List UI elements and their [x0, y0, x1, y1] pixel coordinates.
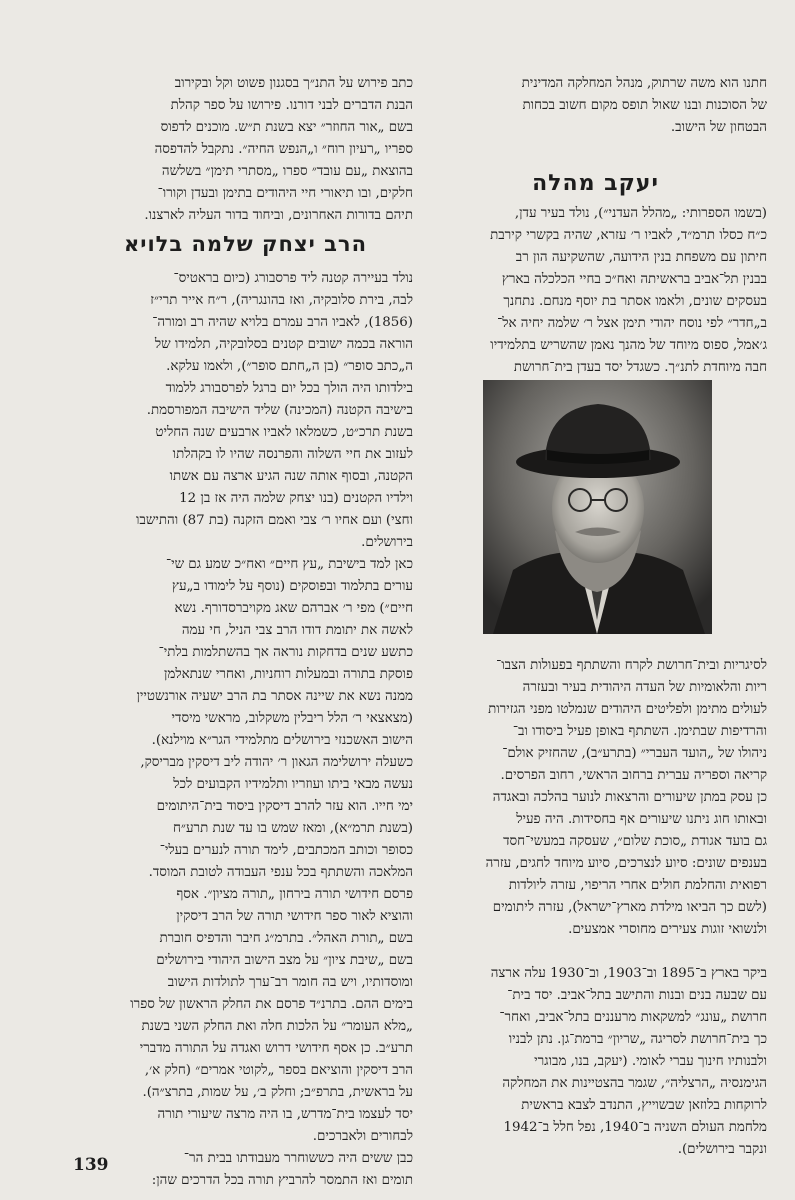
- text-line: בשם „תורת האהל״. בתרמ״ג חיבר והדפיס חוברת: [159, 931, 413, 946]
- text-line: הבנת הדברים לבני דורנו. פירושו על ספר קהלת: [170, 98, 413, 113]
- text-line: ריות והלאומיות של העדה היהודית בעיר ובעזרה: [522, 680, 767, 695]
- right-column-intro: [424, 73, 767, 139]
- right-column-bio: [424, 203, 767, 379]
- text-line: פרסם חידושי תורה בירחון „תורה מציון״. אסף: [176, 887, 413, 902]
- text-line: לרוקחות בלוזאן שבשוייץ, התנדב לצבא בראשית: [521, 1098, 767, 1113]
- text-line: כשעלה ירושלימה הגאון ר׳ יהודה ליב דיסקין מבריסק,: [140, 755, 413, 770]
- text-line: תיהם בדורות האחרונים, וביחוד בדור העליה לארצנו.: [144, 208, 413, 223]
- text-line: הישוב האשכנזי בירושלים מתלמידי הגר״א מוילנא).: [151, 733, 413, 748]
- text-line: (לשם כך הביאו מילדת מארץ־ישראל), עזרה ליתומים: [492, 900, 767, 915]
- text-line: הקטנה, ובסוף אותה שנה הגיע ארצה עם אשתו: [169, 469, 413, 484]
- text-line: חיתון עם משפחת בנין הידועה, שהשקיעה הון רב: [515, 250, 767, 265]
- text-line: חלקים, ובו תיאורי חיי היהודים בתימן ובעדן וקורו־: [157, 186, 413, 201]
- text-line: חתנו הוא משה שרתוק, מנהל המחלקה המדינית: [521, 76, 767, 91]
- text-line: בענפים שונים: סיוע לנצרכים, סיוע מיוחד לחגים, עזרה: [485, 856, 767, 871]
- text-line: ג׳אמל, ספוס מיוחד של מהנך נאמן שהשריש בתלמידיו: [490, 338, 767, 353]
- text-line: לבחורים ולאברכים.: [312, 1129, 413, 1144]
- text-line: מלחמת העולם השניה ב־1940, נפל חלל ב־1942: [503, 1120, 767, 1135]
- text-line: לסיגריות ובית־חרושת לקרח והשתתף בפעולות הצבו־: [496, 658, 767, 673]
- text-line: „מלא העומר״ על הלכות חלה ואת החלק השני בשנת: [141, 1019, 413, 1034]
- text-line: חיים״) מפי ר׳ אברהם שאג מקויברסדורף. נשא: [174, 601, 413, 616]
- text-line: וילדיו הקטנים (בנו יצחק שלמה היה אז בן 12: [179, 491, 413, 506]
- text-line: פוסקת בתורה ובמעלות רוחניות, ואחרי שנתאלמן: [163, 667, 413, 682]
- text-line: לעזוב את חיי השלוה והפרנסה שהיו לו בקהלתו: [172, 447, 413, 462]
- text-line: בילדותו היה הולך בכל יום ברגל לפרסבורג ללמוד: [165, 381, 413, 396]
- text-line: לעולים מתימן ולפליטים היהודים שנמלטו מפני הגזירות: [488, 702, 767, 717]
- text-line: בעסקים שונים, ולאמו אסתר בת יוסף מנחם. נתחנך: [503, 294, 767, 309]
- text-line: תומים ואז התמסר להרביץ תורה בכל הדרכים שהן:: [151, 1173, 413, 1188]
- text-line: ולנשואי זוגות צעירים מחוסרי אמצעים.: [568, 922, 767, 937]
- text-line: כבן ששים היה כששוחרר מעבודתו בבית הר־: [183, 1151, 413, 1166]
- text-line: ימי חייו. הוא עזר להרב דיסקין ביסוד בית־היתומים: [156, 799, 413, 814]
- text-line: של הסוכנות ובנו שאול תופס מקום חשוב בכחות: [522, 98, 767, 113]
- text-line: הוראה בכמה ישובים קטנים בסלובקיה, תלמידו של: [154, 337, 413, 352]
- text-line: ב„חדר״ לפי נוסח יהודי תימן אצל ר׳ שלמה יחיה אל־: [497, 316, 767, 331]
- text-line: יסד לעצמו בית־מדרש, בו היה מרצה שיעורי תורה: [157, 1107, 413, 1122]
- text-line: כן עסק במתן שיעורים והרצאות לנוער בהלכה ובאגדה: [492, 790, 767, 805]
- right-column-continued: [424, 655, 767, 1161]
- text-line: עם שבעה בנים ובנות והתישב בתל־אביב. יסד בית־: [507, 988, 767, 1003]
- text-line: (בשנת תרמ״א), ומאז שמש בו עד שנת תרע״ח: [172, 821, 413, 836]
- text-line: ונקבר בירושלים).: [677, 1142, 767, 1157]
- text-line: והוציא לאור ספר חידושי תורה של הרב דיסקין: [176, 909, 413, 924]
- text-line: בשם „אור החוזר״ יצא בשנת ת״ש. מוכנים לדפוס: [160, 120, 413, 135]
- text-line: נעשה מבאי ביתו ועוזריו ותלמידיו הקבועים לכל: [173, 777, 413, 792]
- text-line: רפואית והחלמת חולים אחרי הריפוי, עזרה ליולדות: [508, 878, 767, 893]
- text-line: בהוצאת „עם עובד״ ספרו „מסתרי תימן״ בשלשה: [161, 164, 413, 179]
- text-line: קריאה וספריה עברית ברחוב הראשי, רחוב הפרסים.: [500, 768, 767, 783]
- text-line: גם בועד אגודת „סוכת שלום״, שעסקה במעשי־חסד: [503, 834, 767, 849]
- text-line: המלאכה והשתתף בכל ענפי העבודה לטובת המוסד.: [148, 865, 413, 880]
- text-line: בירושלים.: [361, 535, 413, 550]
- text-line: (בשמו הספרותי: „מהלל העדני״), נולד בעיר עדן,: [514, 206, 767, 221]
- text-line: ומוסדותיו, ויש בה חומר רב־ערך לתולדות הישוב: [167, 975, 413, 990]
- text-line: בשם „שיבת ציון״ על מצב הישוב היהודי בירושלים: [156, 953, 413, 968]
- text-line: (מצאצאי ר׳ הלל ריבלין משקלוב, מראשי מיסדי: [171, 711, 413, 726]
- text-line: הגימנסיה „הרצליה״, שגמר בהצטיינות את המחלקה: [502, 1076, 767, 1091]
- text-line: כתב פירוש על התנ״ך בסגנון פשוט וקל ובקירוב: [174, 76, 413, 91]
- text-line: לאשה את יתומת דודו הרב צבי הניל, חי עמה: [181, 623, 413, 638]
- text-line: והרדיפות שבתימן. השתתף באופן פעיל ביסודו וב־: [512, 724, 767, 739]
- text-line: כסופר וכותב המכתבים, לימד תורה לנערים בעלי־: [159, 843, 413, 858]
- portrait-photo: [483, 380, 712, 634]
- text-line: בשנת תרכ״ט, כשמלאו לאביו ארבעים שנה החליט: [155, 425, 413, 440]
- text-line: ספריו „רעיון רוח״ ו„הנפש החיה״. נתקבל להדפסה: [154, 142, 413, 157]
- left-column-bio: [78, 268, 413, 1192]
- text-line: בבנין תל־אביב בראשיתה ואח״כ בחיי הכלכלה בארץ: [501, 272, 767, 287]
- page-number: 139: [73, 1155, 109, 1175]
- text-line: כאן למד בישיבת „עץ חיים״ ואח״כ שמע גם שי־: [165, 557, 413, 572]
- text-line: כך בית־חרושת לסריגה „שריון״ ברמת־גן. נתן לבניו: [508, 1032, 767, 1047]
- text-line: בימים ההם. בתרנ״ד פרסם את החלק הראשון של ספרו: [130, 997, 413, 1012]
- text-line: הרב דיסקין והוציאם בספר „לקוטי אמרים״ (חלק א׳,: [144, 1063, 413, 1078]
- text-line: על בראשית, בתרפ״ב; וחלק ב׳, על שמות, בתרצ״ה).: [142, 1085, 413, 1100]
- text-line: ולבנותיו חינוך עברי לאומי. (יעקב, בנו, מבוגרי: [534, 1054, 767, 1069]
- text-line: עורים בתלמוד ובפוסקים (נוסף על לימודו ב„עץ: [172, 579, 413, 594]
- heading-yitzchak-shlomo-blaui: הרב יצחק שלמה בלויא: [123, 232, 368, 256]
- text-line: ניהולו של „הועד העברי״ (בתרע״ב), שהחזיק אולם־: [502, 746, 767, 761]
- text-line: הבטחון של הישוב.: [670, 120, 767, 135]
- text-line: כ״ח כסלו תרמ״ד, לאביו ר׳ עזרא, שהיה בקשרי קירבת: [490, 228, 767, 243]
- text-line: לבה, בירת סלובקיה, ואז בהונגריה), ר״ח אייר תרי״ז: [150, 293, 413, 308]
- text-line: וחצי) ועם אחיו ר׳ צבי ואמם הזקנה (בת 87) והתישבו: [135, 513, 413, 528]
- text-line: כתשע שנים בדחקות נוראה אך בהשתלמות בלתי־: [158, 645, 413, 660]
- text-line: נולד בעיירה קטנה ליד פרסבורג (כיום בראטיס־: [173, 271, 413, 286]
- text-line: ביקר בארץ ב־1895 וב־1903, וב־1930 עלה ארצה: [490, 966, 767, 981]
- text-line: (1856), לאביו הרב עמרם בלויא שהיה רב ומורה־: [152, 315, 413, 330]
- text-line: ובאותו חוג ניתנו שיעורים אף בחסידות. היה פעיל: [516, 812, 767, 827]
- portrait-illustration: [483, 380, 712, 634]
- heading-yaakov-mahalla: יעקב מהלה: [532, 171, 659, 196]
- text-line: בישיבה הקטנה (המכינה) שליד הישיבה המפורסמת.: [146, 403, 413, 418]
- text-line: תרע״ב. כן אסף חידושי דרוש ואגדה על התורה מדברי: [139, 1041, 413, 1056]
- text-line: ממנה נשא את שיינה אסתר בת הרב ישעיה אורנשטיין: [136, 689, 413, 704]
- text-line: חבה מיוחדת לתנ״ך. כשגדל יסד בעדן בית־חרושת: [513, 360, 767, 375]
- left-column-top: [78, 73, 413, 227]
- text-line: חרושת „עונג״ למשקאות מרעננים בתל־אביב, ואחר־: [499, 1010, 767, 1025]
- text-line: ה„כתב סופר״ (בן ה„חתם סופר״), ולאמו עלקא.: [166, 359, 413, 374]
